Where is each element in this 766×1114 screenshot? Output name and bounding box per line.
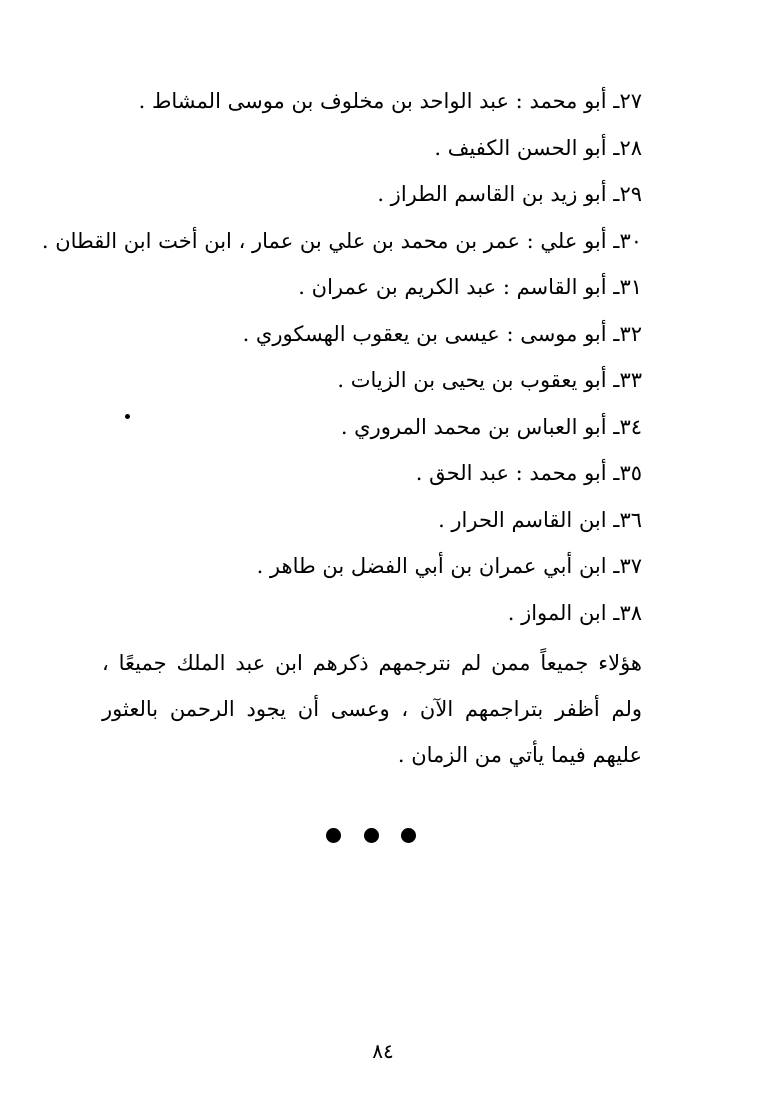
ink-speck [125, 414, 130, 419]
page-number: ٨٤ [372, 1039, 394, 1063]
list-item: ٣٨ـ ابن المواز . [507, 600, 642, 625]
list-item: ٢٨ـ أبو الحسن الكفيف . [434, 135, 642, 160]
divider-dot-icon [326, 828, 341, 843]
list-item: ٣٠ـ أبو علي : عمر بن محمد بن علي بن عمار ، ابن أخت ابن القطان . [41, 228, 642, 253]
list-item: ٢٧ـ أبو محمد : عبد الواحد بن مخلوف بن موسى المشاط . [138, 89, 642, 113]
divider-dot-icon [364, 828, 379, 843]
list-item: ٣٥ـ أبو محمد : عبد الحق . [415, 461, 642, 485]
name-list [41, 78, 642, 636]
list-item: ٣٧ـ ابن أبي عمران بن أبي الفضل بن طاهر . [256, 554, 642, 578]
list-item: ٣٦ـ ابن القاسم الحرار . [438, 507, 642, 532]
list-item: ٣٤ـ أبو العباس بن محمد المروري . [340, 414, 642, 439]
closing-paragraph: هؤلاء جميعاً ممن لم نترجمهم ذكرهم ابن عبد الملك جميعًا ، ولم أظفر بتراجمهم الآن ، وعسى أن يجود الرحمن بالعثور عليهم فيما يأتي من الزمان . [102, 651, 642, 767]
list-item: ٣٣ـ أبو يعقوب بن يحيى بن الزيات . [337, 368, 642, 392]
divider-dot-icon [401, 828, 416, 843]
list-item: ٣١ـ أبو القاسم : عبد الكريم بن عمران . [298, 275, 642, 299]
list-item: ٣٢ـ أبو موسى : عيسى بن يعقوب الهسكوري . [242, 321, 642, 346]
section-divider [326, 825, 416, 845]
list-item: ٢٩ـ أبو زيد بن القاسم الطراز . [377, 182, 642, 206]
